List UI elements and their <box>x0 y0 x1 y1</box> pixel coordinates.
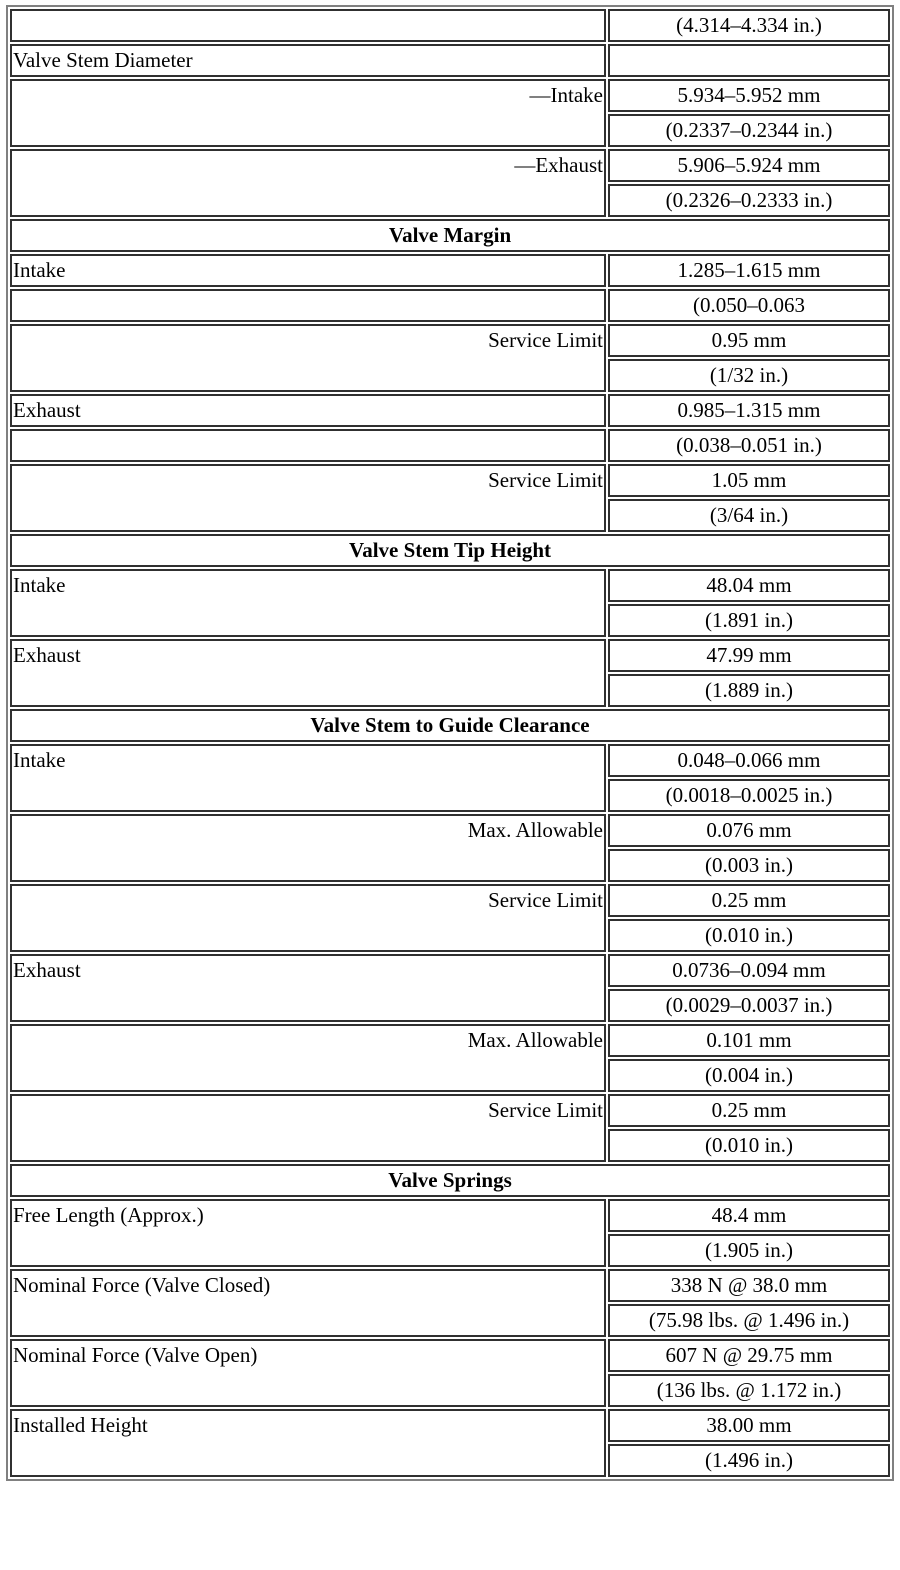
value-mm: 48.04 mm <box>608 569 890 602</box>
empty-cell <box>10 289 606 322</box>
value-in: (75.98 lbs. @ 1.496 in.) <box>608 1304 890 1337</box>
value-in: (0.2337–0.2344 in.) <box>608 114 890 147</box>
value-mm: 47.99 mm <box>608 639 890 672</box>
value-mm: 0.076 mm <box>608 814 890 847</box>
value-in: (136 lbs. @ 1.172 in.) <box>608 1374 890 1407</box>
value-mm: 48.4 mm <box>608 1199 890 1232</box>
row-label: Intake <box>10 254 606 287</box>
section-title: Valve Stem to Guide Clearance <box>10 709 890 742</box>
section-header-row <box>10 709 890 742</box>
table-row <box>10 289 890 322</box>
value-in: (0.2326–0.2333 in.) <box>608 184 890 217</box>
sub-label: Service Limit <box>10 1094 606 1162</box>
table-row <box>10 1024 890 1057</box>
value-mm: 1.05 mm <box>608 464 890 497</box>
value-mm: 38.00 mm <box>608 1409 890 1442</box>
value-in: (0.0018–0.0025 in.) <box>608 779 890 812</box>
value-in: (0.050–0.063 <box>608 289 890 322</box>
table-row <box>10 394 890 427</box>
empty-cell <box>10 9 606 42</box>
table-row <box>10 1339 890 1372</box>
valve-spec-table <box>6 5 894 1481</box>
table-row <box>10 254 890 287</box>
row-label: Exhaust <box>10 639 606 707</box>
value-in: (0.004 in.) <box>608 1059 890 1092</box>
table-row <box>10 149 890 182</box>
value-in: (0.010 in.) <box>608 919 890 952</box>
row-label: Exhaust <box>10 394 606 427</box>
table-row <box>10 639 890 672</box>
table-row <box>10 1409 890 1442</box>
table-row <box>10 464 890 497</box>
section-header-row <box>10 1164 890 1197</box>
table-row <box>10 79 890 112</box>
row-label: Exhaust <box>10 954 606 1022</box>
value-in: (1.496 in.) <box>608 1444 890 1477</box>
table-row <box>10 744 890 777</box>
value-mm: 0.985–1.315 mm <box>608 394 890 427</box>
row-label: Intake <box>10 569 606 637</box>
table-row <box>10 569 890 602</box>
value-mm: 338 N @ 38.0 mm <box>608 1269 890 1302</box>
value-mm: 0.0736–0.094 mm <box>608 954 890 987</box>
section-title: Valve Margin <box>10 219 890 252</box>
table-row <box>10 44 890 77</box>
sub-label: —Exhaust <box>10 149 606 217</box>
table-row <box>10 1094 890 1127</box>
sub-label: Service Limit <box>10 884 606 952</box>
table-row <box>10 324 890 357</box>
table-row <box>10 9 890 42</box>
value-in: (1.891 in.) <box>608 604 890 637</box>
section-title: Valve Stem Tip Height <box>10 534 890 567</box>
section-title: Valve Springs <box>10 1164 890 1197</box>
value-in: (0.010 in.) <box>608 1129 890 1162</box>
value-mm: 0.25 mm <box>608 884 890 917</box>
value-mm: 0.048–0.066 mm <box>608 744 890 777</box>
table-row <box>10 1269 890 1302</box>
value-in: (0.0029–0.0037 in.) <box>608 989 890 1022</box>
row-label: Valve Stem Diameter <box>10 44 606 77</box>
sub-label: Max. Allowable <box>10 814 606 882</box>
section-header-row <box>10 219 890 252</box>
table-row <box>10 954 890 987</box>
value-mm: 0.101 mm <box>608 1024 890 1057</box>
row-label: Installed Height <box>10 1409 606 1477</box>
value-in: (1.905 in.) <box>608 1234 890 1267</box>
table-row <box>10 884 890 917</box>
value-in: (4.314–4.334 in.) <box>608 9 890 42</box>
value-in: (0.003 in.) <box>608 849 890 882</box>
empty-cell <box>10 429 606 462</box>
row-label: Nominal Force (Valve Closed) <box>10 1269 606 1337</box>
table-row <box>10 814 890 847</box>
row-label: Intake <box>10 744 606 812</box>
table-row <box>10 1199 890 1232</box>
row-label: Nominal Force (Valve Open) <box>10 1339 606 1407</box>
row-label: Free Length (Approx.) <box>10 1199 606 1267</box>
value-in: (3/64 in.) <box>608 499 890 532</box>
sub-label: Max. Allowable <box>10 1024 606 1092</box>
value-mm: 1.285–1.615 mm <box>608 254 890 287</box>
value-mm: 5.934–5.952 mm <box>608 79 890 112</box>
value-mm: 0.95 mm <box>608 324 890 357</box>
sub-label: Service Limit <box>10 464 606 532</box>
value-mm: 0.25 mm <box>608 1094 890 1127</box>
sub-label: —Intake <box>10 79 606 147</box>
section-header-row <box>10 534 890 567</box>
value-in: (0.038–0.051 in.) <box>608 429 890 462</box>
value-mm: 607 N @ 29.75 mm <box>608 1339 890 1372</box>
value-in: (1.889 in.) <box>608 674 890 707</box>
value-in: (1/32 in.) <box>608 359 890 392</box>
sub-label: Service Limit <box>10 324 606 392</box>
value-mm: 5.906–5.924 mm <box>608 149 890 182</box>
table-row <box>10 429 890 462</box>
empty-cell <box>608 44 890 77</box>
